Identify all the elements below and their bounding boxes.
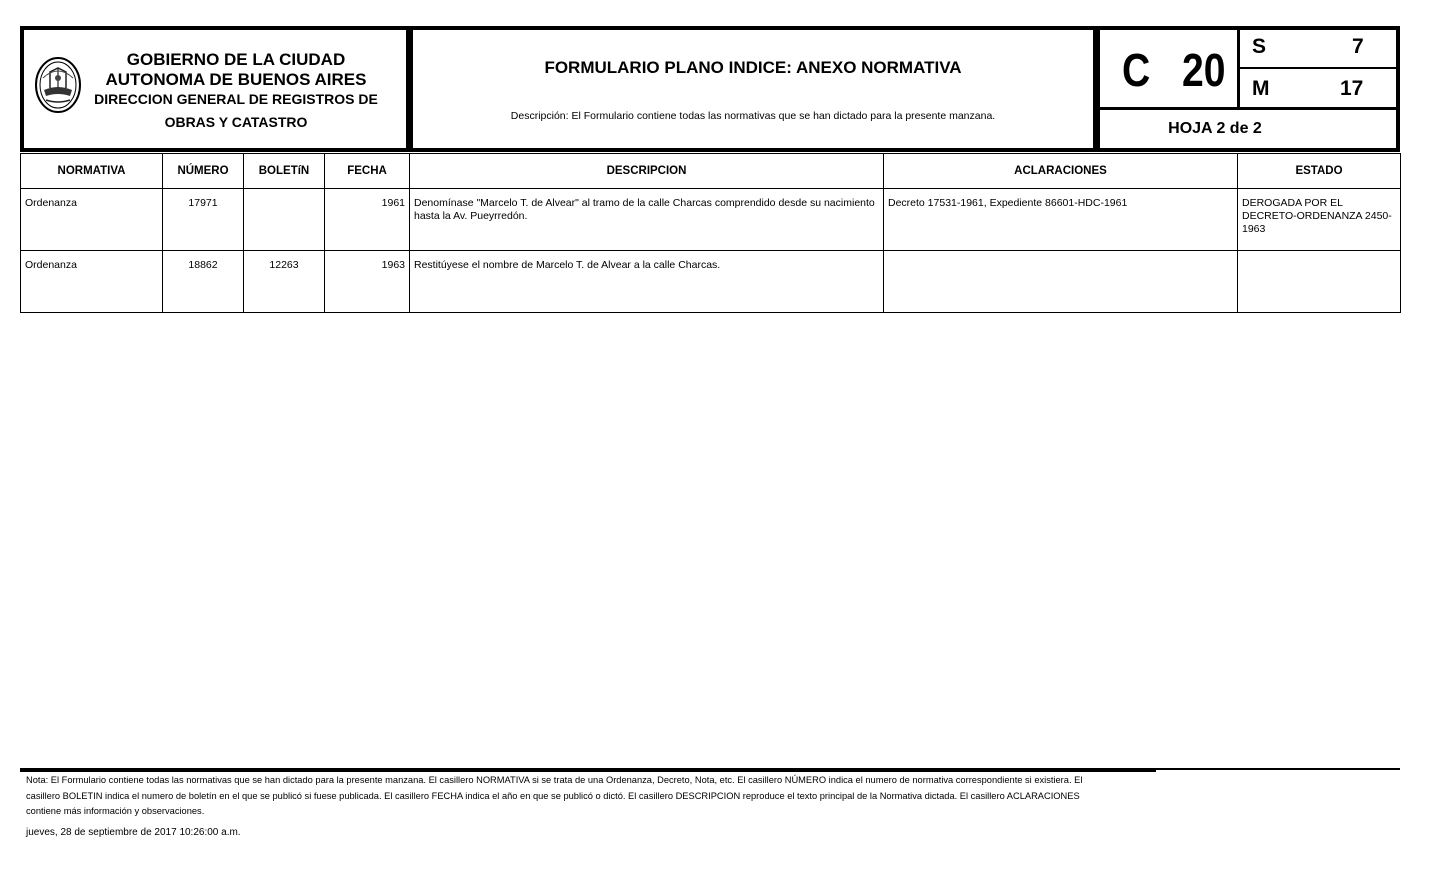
s-label: S bbox=[1252, 35, 1267, 58]
form-title: FORMULARIO PLANO INDICE: ANEXO NORMATIVA bbox=[544, 58, 962, 77]
gov-line-2: AUTONOMA DE BUENOS AIRES bbox=[105, 70, 367, 89]
print-date: jueves, 28 de septiembre de 2017 10:26:00 a.m. bbox=[26, 827, 241, 838]
cell-numero: 17971 bbox=[163, 189, 244, 251]
cell-descripcion: Denomínase "Marcelo T. de Alvear" al tramo de la calle Charcas comprendido desde su nacimiento hasta la Av. Pueyrredón. bbox=[410, 189, 884, 251]
cell-normativa: Ordenanza bbox=[21, 251, 163, 313]
column-header: NÚMERO bbox=[163, 154, 244, 189]
footer-divider-secondary bbox=[20, 770, 1156, 772]
code-box bbox=[1096, 26, 1400, 152]
sheet-indicator: HOJA 2 de 2 bbox=[1168, 120, 1262, 137]
cell-boletin bbox=[244, 189, 325, 251]
government-title bbox=[86, 50, 386, 132]
cell-estado bbox=[1238, 251, 1401, 313]
normativa-table bbox=[20, 153, 1401, 313]
cell-fecha: 1963 bbox=[325, 251, 410, 313]
government-header-box bbox=[20, 26, 410, 152]
cell-aclaraciones: Decreto 17531-1961, Expediente 86601-HDC-1961 bbox=[884, 189, 1238, 251]
table-row bbox=[21, 251, 1401, 313]
column-header: ACLARACIONES bbox=[884, 154, 1238, 189]
m-value: 17 bbox=[1340, 77, 1364, 100]
gov-line-1: GOBIERNO DE LA CIUDAD bbox=[126, 50, 346, 69]
column-header: FECHA bbox=[325, 154, 410, 189]
cell-fecha: 1961 bbox=[325, 189, 410, 251]
m-label: M bbox=[1252, 77, 1270, 100]
code-number: 20 bbox=[1182, 44, 1226, 96]
cell-numero: 18862 bbox=[163, 251, 244, 313]
footer-note: Nota: El Formulario contiene todas las normativas que se han dictado para la presente manzana. El casillero NORMATIVA si se trata de una Ordenanza, Decreto, Nota, etc. El casillero NÚMERO indica el numero de normativa correspondiente si existiera. El casillero BOLETIN indica el numero de boletín en el que se publicó si fuese publicada. El casillero FECHA indica el año en que se publicó o dictó. El casillero DESCRIPCION reproduce el texto principal de la Normativa dictada. El casillero ACLARACIONES contiene más información y observaciones. bbox=[26, 775, 1083, 816]
cell-estado: DEROGADA POR EL DECRETO-ORDENANZA 2450-1963 bbox=[1238, 189, 1401, 251]
cell-aclaraciones bbox=[884, 251, 1238, 313]
column-header: BOLETíN bbox=[244, 154, 325, 189]
sm-divider bbox=[1237, 67, 1396, 69]
code-letter: C bbox=[1122, 44, 1151, 96]
cell-normativa: Ordenanza bbox=[21, 189, 163, 251]
table-header-row bbox=[21, 154, 1401, 189]
form-description: Descripción: El Formulario contiene todas las normativas que se han dictado para la presente manzana. bbox=[510, 110, 996, 122]
column-header: ESTADO bbox=[1238, 154, 1401, 189]
code-divider-vertical bbox=[1237, 30, 1240, 108]
gov-line-4: OBRAS Y CATASTRO bbox=[164, 114, 308, 130]
city-seal-icon bbox=[34, 56, 82, 114]
column-header: NORMATIVA bbox=[21, 154, 163, 189]
gov-line-3: DIRECCION GENERAL DE REGISTROS DE bbox=[94, 91, 378, 107]
column-header: DESCRIPCION bbox=[410, 154, 884, 189]
code-divider-horizontal bbox=[1100, 107, 1396, 110]
cell-boletin: 12263 bbox=[244, 251, 325, 313]
s-value: 7 bbox=[1352, 35, 1364, 58]
table-row bbox=[21, 189, 1401, 251]
cell-descripcion: Restitúyese el nombre de Marcelo T. de Alvear a la calle Charcas. bbox=[410, 251, 884, 313]
form-title-box bbox=[409, 26, 1097, 152]
